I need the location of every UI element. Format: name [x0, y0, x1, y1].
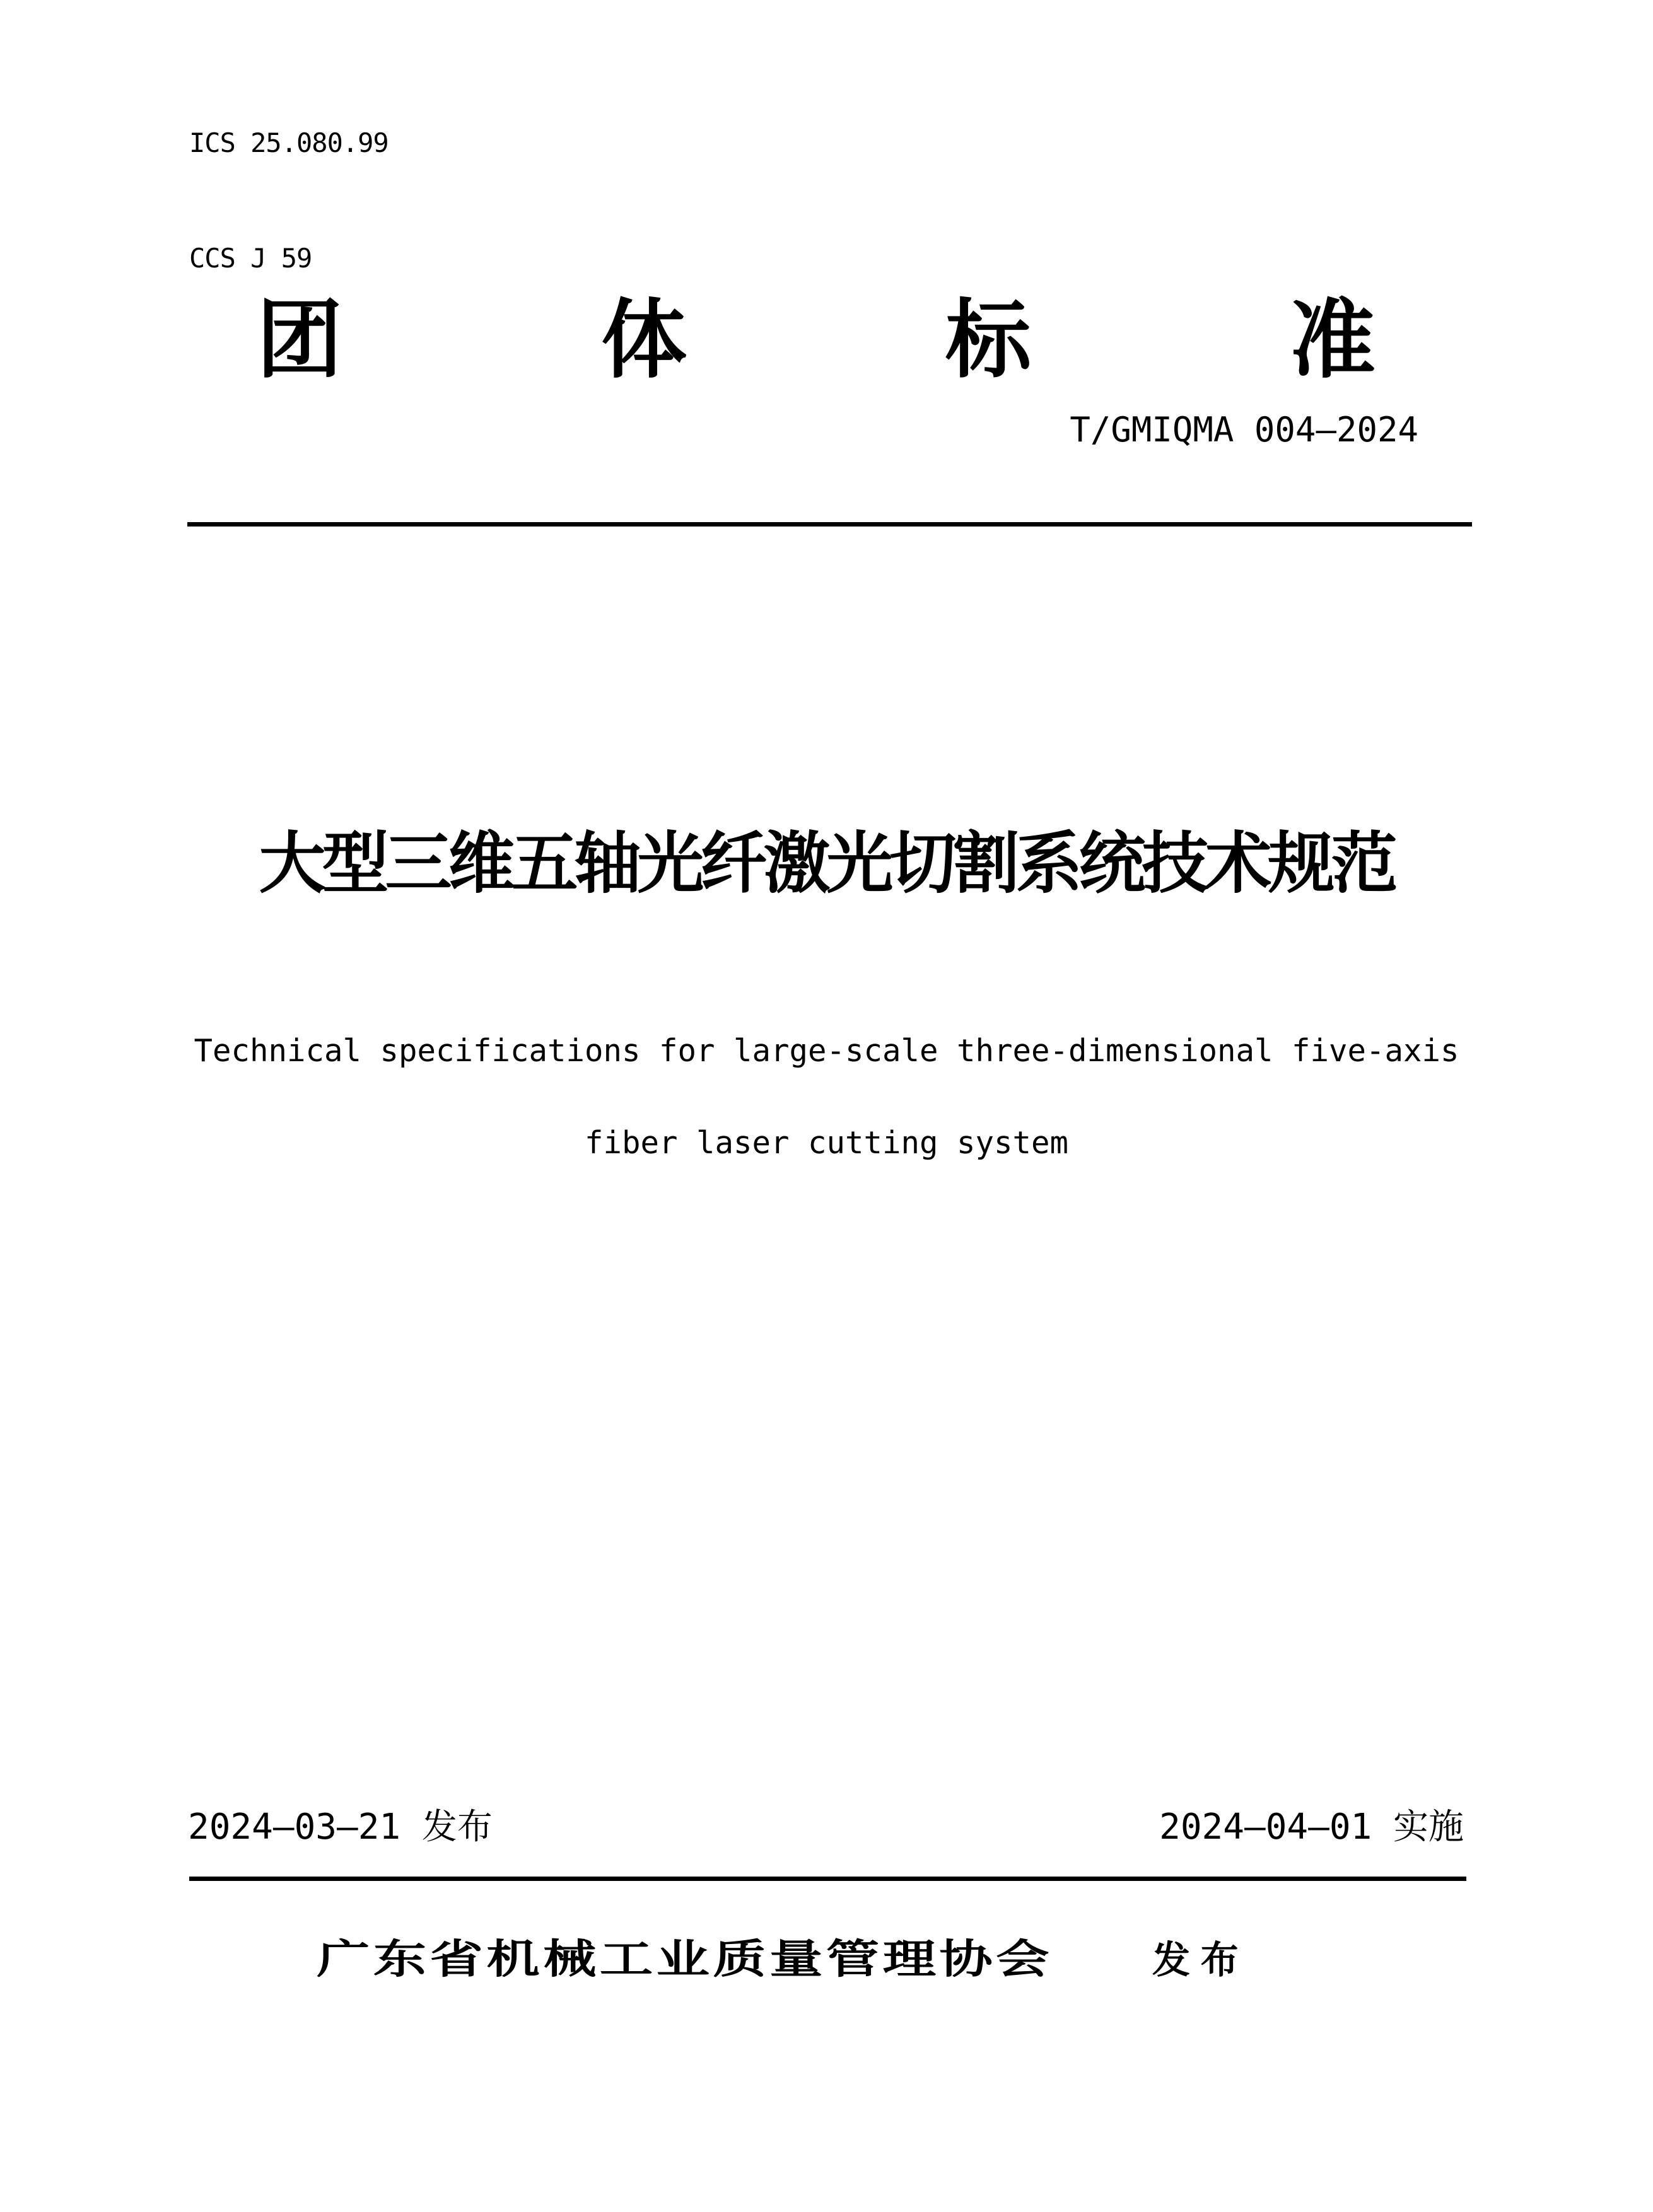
doc-type-char: 团	[257, 292, 342, 388]
footer-rule	[189, 1877, 1466, 1881]
publish-label: 发 布	[1152, 1939, 1239, 1981]
standard-title-en-line2: fiber laser cutting system	[584, 1125, 1068, 1161]
document-type-title	[257, 292, 1376, 388]
doc-type-char: 准	[1290, 292, 1376, 388]
publisher-name: 广东省机械工业质量管理协会	[317, 1936, 1053, 1982]
header-rule	[187, 522, 1472, 527]
implementation-date: 2024—04—01 实施	[1159, 1807, 1464, 1848]
standard-number: T/GMIQMA 004—2024	[1070, 410, 1418, 450]
ics-code: ICS 25.080.99	[189, 127, 388, 158]
issue-date: 2024—03—21 发布	[188, 1807, 493, 1848]
doc-type-char: 体	[601, 292, 687, 388]
standard-title-zh: 大型三维五轴光纤激光切割系统技术规范	[259, 827, 1394, 901]
doc-type-char: 标	[945, 292, 1031, 388]
ccs-code: CCS J 59	[189, 243, 312, 274]
dates-row	[188, 1807, 1464, 1848]
standard-title-en-line1: Technical specifications for large-scale three-dimensional five-axis	[194, 1033, 1459, 1069]
